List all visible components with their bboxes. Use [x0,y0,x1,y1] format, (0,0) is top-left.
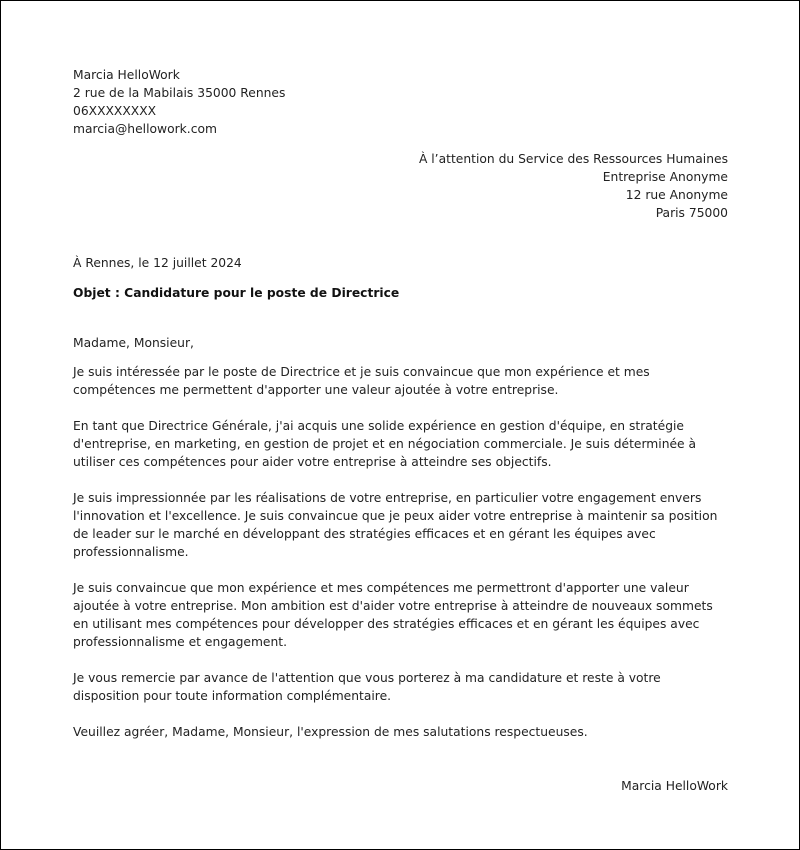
date-line: À Rennes, le 12 juillet 2024 [73,256,242,270]
recipient-company: Entreprise Anonyme [602,170,728,184]
recipient-block [73,150,728,222]
letter-content [73,66,728,795]
recipient-street: 12 rue Anonyme [625,188,728,202]
body-paragraph: En tant que Directrice Générale, j'ai acquis une solide expérience en gestion d'équipe, en stratégie d'entreprise, en marketing, en gestion de projet et en négociation commerciale. Je suis déterminée à utiliser ces compétences pour aider votre entreprise à atteindre ses objectifs. [73,419,697,469]
sender-block [73,66,728,138]
sender-email: marcia@hellowork.com [73,122,217,136]
sender-phone: 06XXXXXXXX [73,104,157,118]
recipient-attention: À l’attention du Service des Ressources Humaines [418,152,728,166]
salutation: Madame, Monsieur, [73,336,194,350]
subject-line: Objet : Candidature pour le poste de Directrice [73,286,400,300]
body-paragraph: Je suis convaincue que mon expérience et mes compétences me permettront d'apporter une valeur ajoutée à votre entreprise. Mon ambition est d'aider votre entreprise à atteindre de nouveaux sommets en utilisant mes compétences pour développer des stratégies efficaces et en gérant les équipes avec professionnalisme et engagement. [73,581,713,649]
sender-name: Marcia HelloWork [73,68,180,82]
sender-address: 2 rue de la Mabilais 35000 Rennes [73,86,286,100]
signature: Marcia HelloWork [621,779,728,793]
body-paragraph: Je suis impressionnée par les réalisations de votre entreprise, en particulier votre engagement envers l'innovation et l'excellence. Je suis convaincue que je peux aider votre entreprise à maintenir sa position de leader sur le marché en développant des stratégies efficaces et en gérant les équipes avec professionnalisme. [73,491,718,559]
recipient-city: Paris 75000 [655,206,728,220]
body-paragraph: Je vous remercie par avance de l'attention que vous porterez à ma candidature et reste à votre disposition pour toute information complémentaire. [73,671,661,703]
body-paragraph: Je suis intéressée par le poste de Directrice et je suis convaincue que mon expérience et mes compétences me permettent d'apporter une valeur ajoutée à votre entreprise. [73,365,650,397]
closing-paragraph: Veuillez agréer, Madame, Monsieur, l'expression de mes salutations respectueuses. [73,725,588,739]
